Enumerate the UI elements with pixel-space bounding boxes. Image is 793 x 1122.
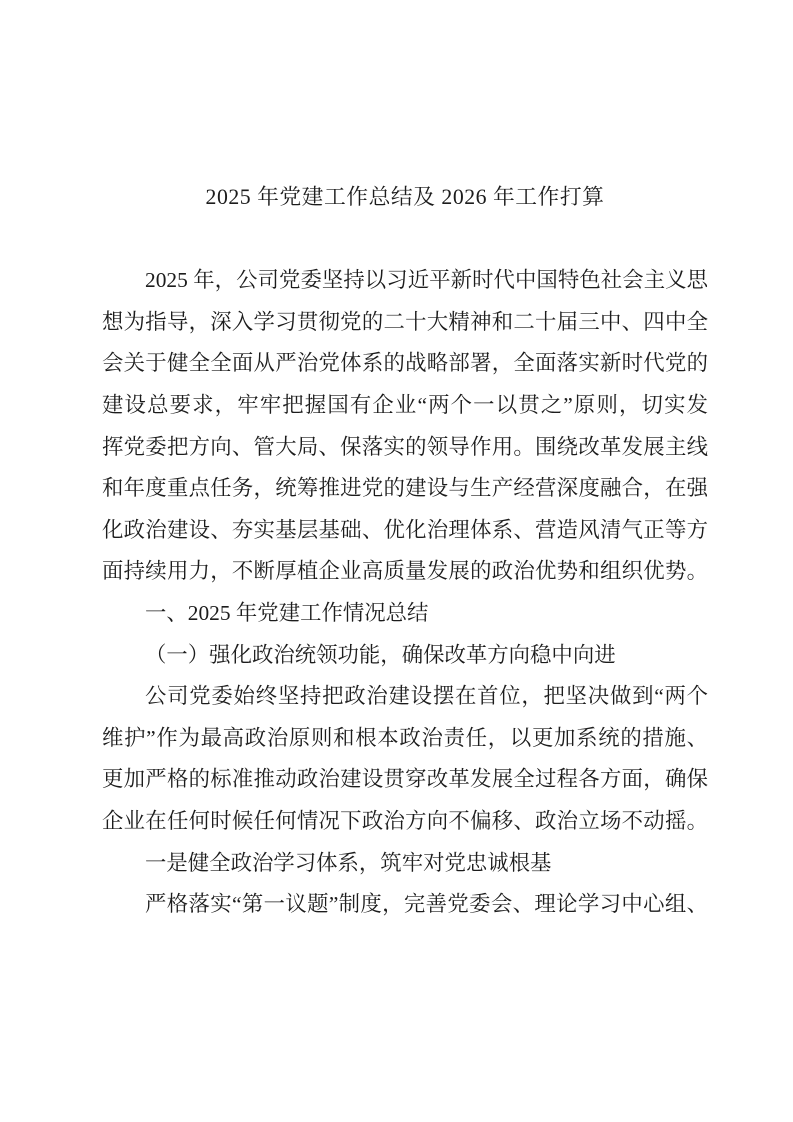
body-line: 挥党委把方向、管大局、保落实的领导作用。围绕改革发展主线 — [102, 434, 708, 459]
section-heading-1: 一、2025 年党建工作情况总结 — [145, 600, 429, 625]
body-line: 面持续用力，不断厚植企业高质量发展的政治优势和组织优势。 — [102, 559, 708, 584]
body-line: 公司党委始终坚持把政治建设摆在首位，把坚决做到“两个 — [145, 684, 708, 709]
body-line: 建设总要求，牢牢把握国有企业“两个一以贯之”原则，切实发 — [102, 392, 708, 417]
body-line: 企业在任何时候任何情况下政治方向不偏移、政治立场不动摇。 — [102, 808, 708, 833]
body-line: 2025 年，公司党委坚持以习近平新时代中国特色社会主义思 — [145, 268, 708, 293]
point-heading-1: 一是健全政治学习体系，筑牢对党忠诚根基 — [145, 850, 552, 875]
body-line: 化政治建设、夯实基层基础、优化治理体系、营造风清气正等方 — [102, 517, 708, 542]
body-line: 想为指导，深入学习贯彻党的二十大精神和二十届三中、四中全 — [102, 309, 708, 334]
body-line: 严格落实“第一议题”制度，完善党委会、理论学习中心组、 — [145, 892, 708, 917]
body-line: 和年度重点任务，统筹推进党的建设与生产经营深度融合，在强 — [102, 476, 708, 501]
body-line: 更加严格的标准推动政治建设贯穿改革发展全过程各方面，确保 — [102, 767, 708, 792]
body-line: 会关于健全全面从严治党体系的战略部署，全面落实新时代党的 — [102, 351, 708, 376]
body-line: 维护”作为最高政治原则和根本政治责任，以更加系统的措施、 — [102, 725, 708, 750]
document-title: 2025 年党建工作总结及 2026 年工作打算 — [205, 185, 605, 209]
subsection-heading-1-1: （一）强化政治统领功能，确保改革方向稳中向进 — [145, 642, 616, 667]
